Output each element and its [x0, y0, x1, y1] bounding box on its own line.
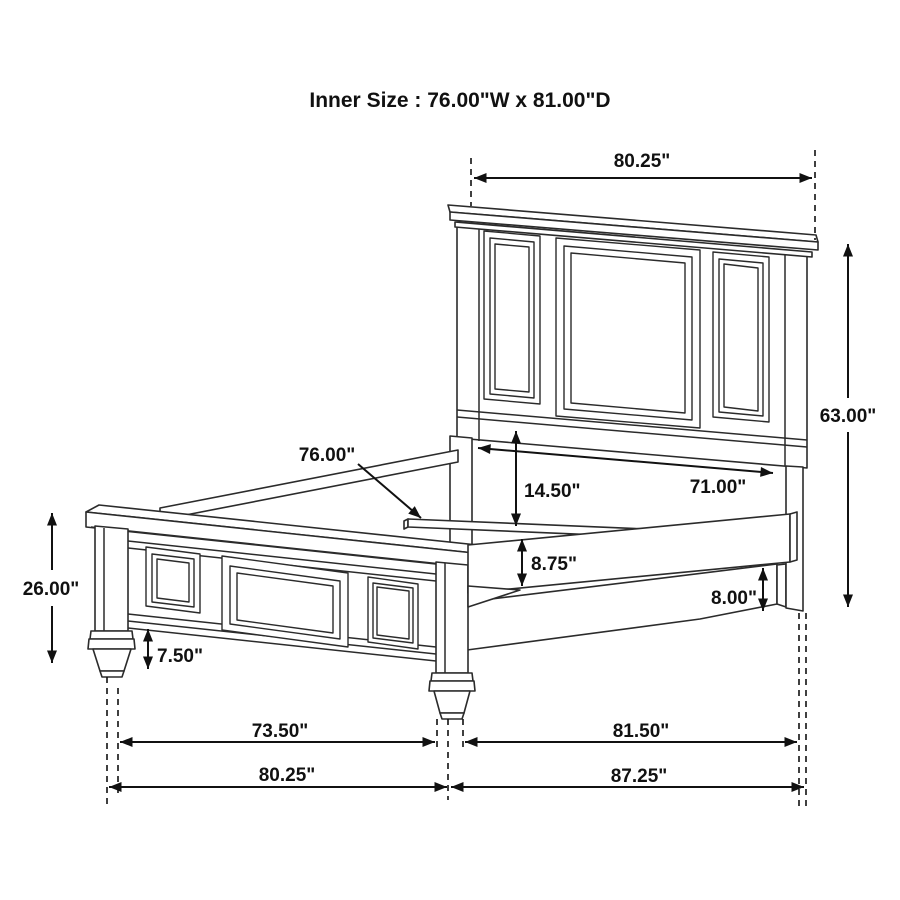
dim-label-footboard-width: 80.25": [258, 765, 316, 786]
dim-label-footboard-inner-width: 73.50": [251, 721, 309, 742]
dim-footboard-inner-width: [120, 721, 435, 742]
headboard-center-panel: [556, 238, 700, 428]
diagram-title: Inner Size : 76.00"W x 81.00"D: [309, 89, 611, 112]
dim-label-panel-to-rail-gap: 14.50": [524, 481, 581, 502]
dim-label-inner-width: 71.00": [689, 477, 747, 498]
dim-label-rail-floor-clearance: 8.00": [711, 588, 757, 609]
dim-overall-length: [451, 766, 804, 787]
dim-label-slat-width: 76.00": [298, 445, 356, 466]
dim-headboard-height: [820, 244, 877, 607]
dim-label-footboard-height: 26.00": [22, 579, 80, 600]
footboard-left-panel: [146, 547, 200, 613]
footboard: [86, 505, 506, 719]
footboard-left-foot: [93, 649, 131, 671]
headboard: [448, 205, 818, 557]
dim-label-side-rail-length: 81.50": [612, 721, 670, 742]
headboard-right-panel: [713, 252, 769, 422]
dim-side-rail-length: [465, 721, 797, 742]
footboard-right-foot: [434, 691, 470, 713]
dim-footboard-height: [23, 513, 80, 663]
footboard-right-panel: [368, 577, 418, 649]
dim-label-overall-length: 87.25": [610, 766, 668, 787]
dim-label-rail-height: 8.75": [531, 554, 577, 575]
headboard-left-panel: [484, 231, 540, 404]
dim-footboard-width: [109, 765, 447, 787]
dim-label-headboard-height: 63.00": [819, 406, 877, 427]
dim-label-footboard-clearance: 7.50": [157, 646, 203, 667]
footboard-left-post: [88, 526, 135, 677]
dim-label-headboard-width: 80.25": [613, 151, 671, 172]
